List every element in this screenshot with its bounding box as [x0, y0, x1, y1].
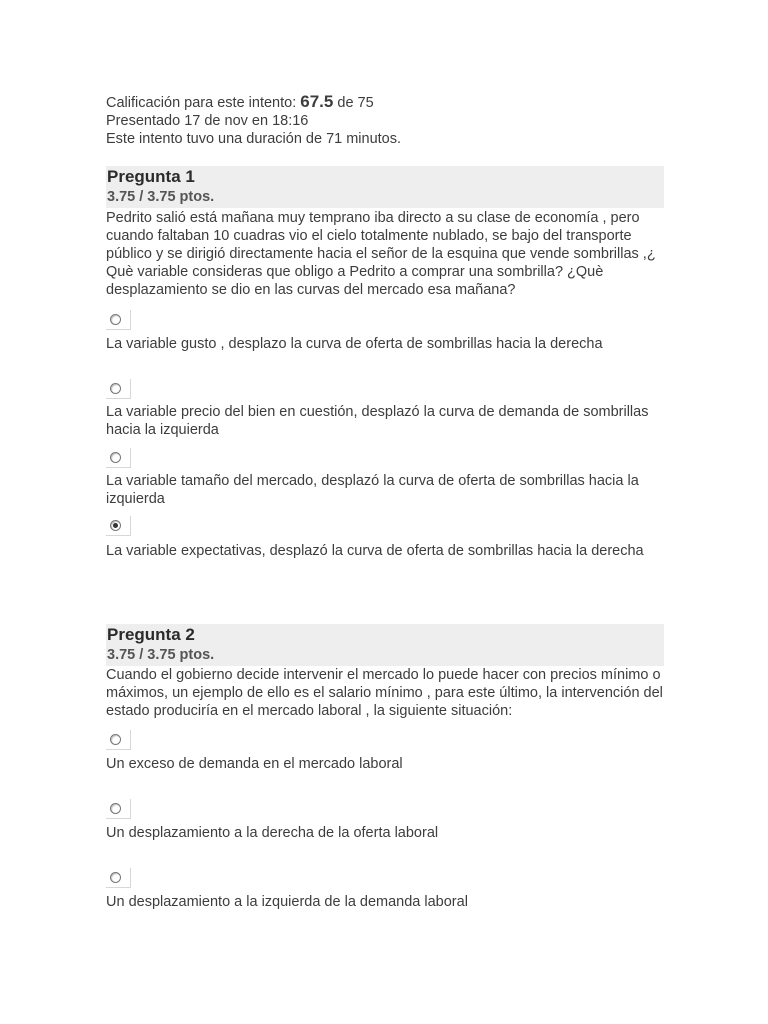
radio-unchecked-icon [110, 803, 121, 814]
answer-option: Un desplazamiento a la izquierda de la demanda laboral [106, 894, 468, 910]
radio-unchecked-icon [110, 383, 121, 394]
answer-option: Un desplazamiento a la derecha de la oferta laboral [106, 825, 439, 841]
grade-value: 67.5 [300, 92, 334, 111]
grade-label: Calificación para este intento: [106, 95, 297, 111]
answer-option: La variable tamaño del mercado, desplazó la curva de oferta de sombrillas hacia la izquierda [106, 473, 639, 507]
answer-radio[interactable] [106, 799, 131, 819]
answer-radio[interactable] [106, 379, 131, 399]
answer-radio[interactable] [106, 310, 131, 330]
radio-unchecked-icon [110, 734, 121, 745]
radio-unchecked-icon [110, 872, 121, 883]
grade-line [106, 93, 401, 112]
question-points: 3.75 / 3.75 ptos. [107, 189, 215, 205]
answer-radio[interactable] [106, 868, 131, 888]
presented-date: Presentado 17 de nov en 18:16 [106, 113, 309, 129]
answer-option: La variable precio del bien en cuestión, desplazó la curva de demanda de sombrillas hacia la izquierda [106, 404, 649, 438]
radio-unchecked-icon [110, 314, 121, 325]
question-2-text: Cuando el gobierno decide intervenir el mercado lo puede hacer con precios mínimo o máximos, un ejemplo de ello es el salario mínimo , para este último, la intervención del estado produciría en el mercado laboral , la siguiente situación: [106, 667, 663, 719]
attempt-summary [106, 93, 401, 148]
question-1-text: Pedrito salió está mañana muy temprano iba directo a su clase de economía , pero cuando faltaban 10 cuadras vio el cielo totalmente nublado, se bajo del transporte público y se dirigió directamente hacia el señor de la esquina que vende sombrillas ,¿ Què variable consideras que obligo a Pedrito a comprar una sombrilla? ¿Què desplazamiento se dio en las curvas del mercado esa mañana? [106, 210, 656, 298]
question-1-header [106, 166, 664, 208]
answer-radio[interactable] [106, 448, 131, 468]
radio-checked-icon [110, 520, 121, 531]
answer-option: Un exceso de demanda en el mercado laboral [106, 756, 403, 772]
question-title: Pregunta 1 [107, 167, 195, 186]
grade-total: de 75 [337, 95, 374, 111]
radio-unchecked-icon [110, 452, 121, 463]
attempt-duration: Este intento tuvo una duración de 71 minutos. [106, 131, 402, 147]
question-2-header [106, 624, 664, 666]
answer-option: La variable gusto , desplazo la curva de oferta de sombrillas hacia la derecha [106, 336, 603, 352]
answer-radio-selected[interactable] [106, 516, 131, 536]
question-title: Pregunta 2 [107, 625, 195, 644]
answer-radio[interactable] [106, 730, 131, 750]
question-points: 3.75 / 3.75 ptos. [107, 647, 215, 663]
answer-option: La variable expectativas, desplazó la curva de oferta de sombrillas hacia la derecha [106, 543, 644, 559]
